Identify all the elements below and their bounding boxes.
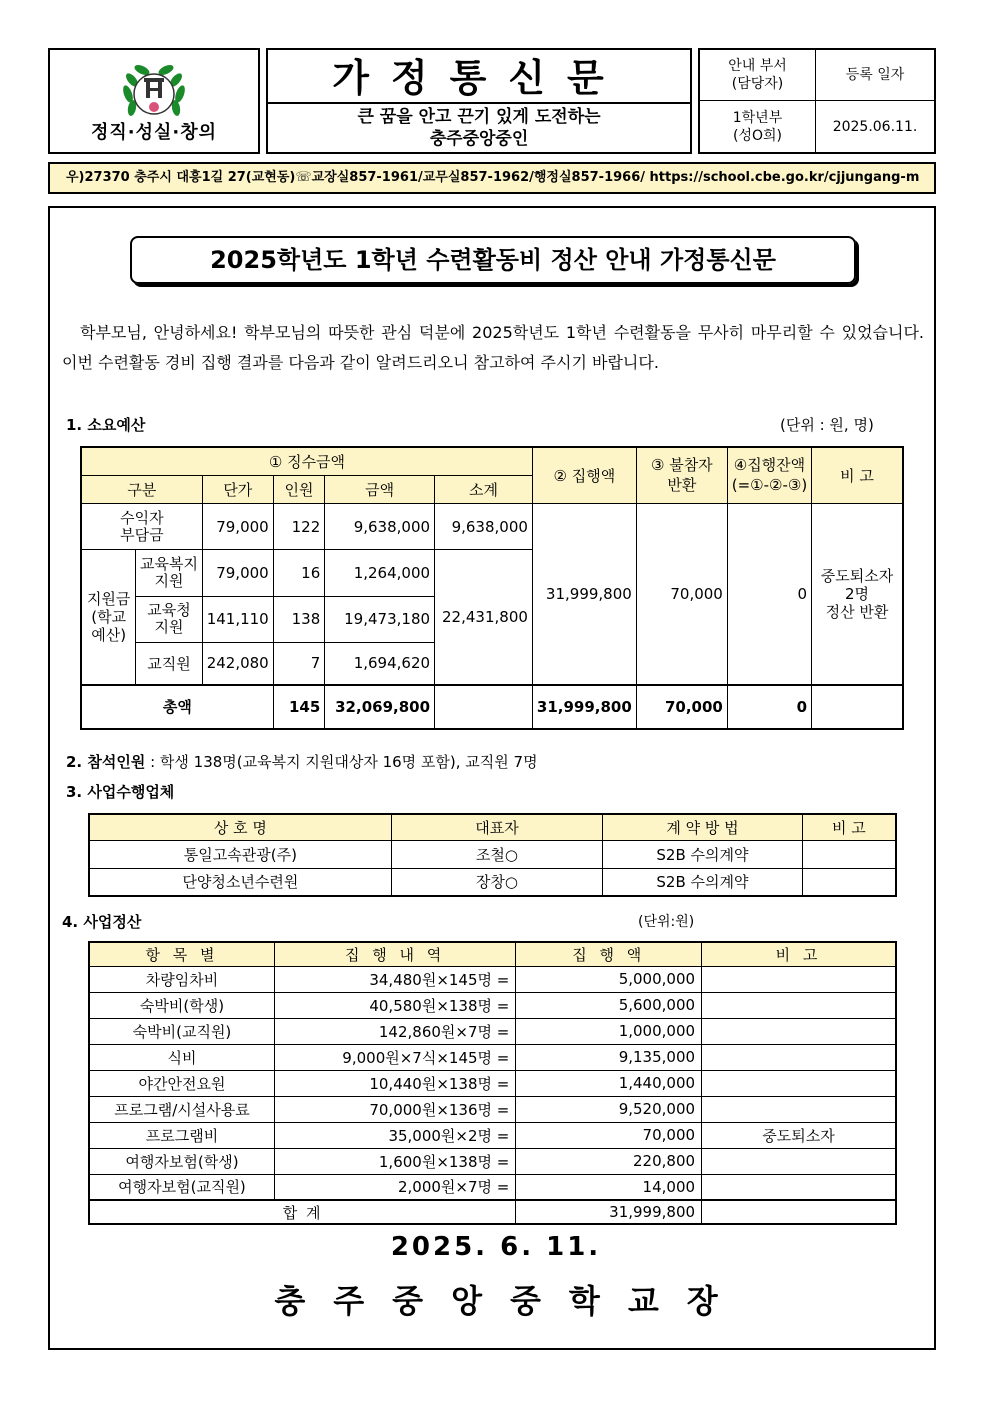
contractor-table <box>88 813 897 897</box>
settlement-note <box>702 1174 896 1200</box>
contractor-method: S2B 수의계약 <box>603 840 803 868</box>
office-amount: 19,473,180 <box>325 596 435 642</box>
settlement-note <box>702 1044 896 1070</box>
staff-people: 7 <box>273 642 325 684</box>
table-row <box>89 1122 896 1148</box>
section-2-text: : 학생 138명(교육복지 지원대상자 16명 포함), 교직원 7명 <box>145 753 538 771</box>
settlement-item: 식비 <box>89 1044 274 1070</box>
beneficiary-people: 122 <box>273 503 325 549</box>
settlement-header-amount: 집 행 액 <box>516 942 702 966</box>
school-address: 우)27370 충주시 대흥1길 27(교현동)☏교장실857-1961/교무실857-1962/행정실857-1966/ https://school.cbe.go.kr/cjjungang-m <box>48 162 936 194</box>
table-row <box>89 868 896 896</box>
section-1-title: 1. 소요예산 <box>66 416 146 434</box>
settlement-amount: 1,440,000 <box>516 1070 702 1096</box>
welfare-label: 교육복지 지원 <box>136 550 202 596</box>
contractor-header-method: 계 약 방 법 <box>603 814 803 840</box>
header <box>48 48 936 154</box>
refund-header: ③ 불참자 반환 <box>636 447 727 503</box>
contractor-header-note: 비 고 <box>802 814 896 840</box>
settlement-item: 숙박비(교직원) <box>89 1018 274 1044</box>
staff-label: 교직원 <box>136 642 202 684</box>
settlement-amount: 1,000,000 <box>516 1018 702 1044</box>
settlement-note <box>702 1148 896 1174</box>
settlement-item: 프로그램비 <box>89 1122 274 1148</box>
issue-date: 2025. 6. 11. <box>390 1232 602 1262</box>
executed-value: 31,999,800 <box>532 503 636 684</box>
contractor-rep: 조철○ <box>391 840 602 868</box>
school-motto: 정직·성실·창의 <box>90 122 217 143</box>
table-row <box>89 840 896 868</box>
total-people: 145 <box>273 685 325 729</box>
section-4-title: 4. 사업정산 <box>62 913 142 931</box>
settlement-total-value: 31,999,800 <box>516 1200 702 1224</box>
settlement-detail: 2,000원×7명 = <box>274 1174 515 1200</box>
beneficiary-amount: 9,638,000 <box>325 503 435 549</box>
settlement-amount: 14,000 <box>516 1174 702 1200</box>
beneficiary-subtotal: 9,638,000 <box>435 503 533 549</box>
table-row <box>89 966 896 992</box>
settlement-amount: 5,000,000 <box>516 966 702 992</box>
settlement-total-note <box>702 1200 896 1224</box>
executed-header: ② 집행액 <box>532 447 636 503</box>
contractor-rep: 장창○ <box>391 868 602 896</box>
settlement-amount: 220,800 <box>516 1148 702 1174</box>
settlement-item: 여행자보험(교직원) <box>89 1174 274 1200</box>
settlement-note <box>702 966 896 992</box>
settlement-note <box>702 992 896 1018</box>
table-row <box>89 1174 896 1200</box>
contractor-note <box>802 868 896 896</box>
settlement-header-detail: 집 행 내 역 <box>274 942 515 966</box>
settlement-table <box>88 941 897 1225</box>
contractor-method: S2B 수의계약 <box>603 868 803 896</box>
office-people: 138 <box>273 596 325 642</box>
table-row <box>89 1070 896 1096</box>
settlement-total-label: 합 계 <box>89 1200 516 1224</box>
collected-header: ① 징수금액 <box>81 447 532 475</box>
staff-amount: 1,694,620 <box>325 642 435 684</box>
settlement-amount: 9,135,000 <box>516 1044 702 1070</box>
table-row <box>89 1148 896 1174</box>
dept-value: 1학년부 (성O희) <box>700 101 816 152</box>
settlement-detail: 9,000원×7식×145명 = <box>274 1044 515 1070</box>
amount-header: 금액 <box>325 475 435 503</box>
newsletter-subtitle <box>268 106 690 150</box>
document-title: 2025학년도 1학년 수련활동비 정산 안내 가정통신문 <box>130 236 856 284</box>
school-logo-box <box>48 48 260 154</box>
settlement-header-note: 비 고 <box>702 942 896 966</box>
newsletter-title: 가정통신문 <box>268 54 690 104</box>
welfare-price: 79,000 <box>202 550 273 596</box>
settlement-note: 중도퇴소자 <box>702 1122 896 1148</box>
section-4-unit: (단위:원) <box>638 914 695 930</box>
settlement-note <box>702 1096 896 1122</box>
settlement-item: 차량임차비 <box>89 966 274 992</box>
contractor-header-name: 상 호 명 <box>89 814 391 840</box>
section-3-title: 3. 사업수행업체 <box>66 783 175 801</box>
total-amount: 32,069,800 <box>325 685 435 729</box>
settlement-detail: 34,480원×145명 = <box>274 966 515 992</box>
settlement-item: 프로그램/시설사용료 <box>89 1096 274 1122</box>
intro-paragraph: 학부모님, 안녕하세요! 학부모님의 따뜻한 관심 덕분에 2025학년도 1학년 수련활동을 무사히 마무리할 수 있었습니다. 이번 수련활동 경비 집행 결과를 다음과 같이 알려드리오니 참고하여 주시기 바랍니다. <box>62 323 924 372</box>
settlement-detail: 70,000원×136명 = <box>274 1096 515 1122</box>
subtitle-line-1: 큰 꿈을 안고 끈기 있게 도전하는 <box>357 107 601 127</box>
table-row <box>89 1096 896 1122</box>
contractor-header-rep: 대표자 <box>391 814 602 840</box>
office-label: 교육청 지원 <box>136 596 202 642</box>
balance-header: ④집행잔액 (=①-②-③) <box>727 447 811 503</box>
balance-value: 0 <box>727 503 811 684</box>
section-1-unit: (단위 : 원, 명) <box>780 416 874 434</box>
total-subtotal-empty <box>435 685 533 729</box>
reg-date-value: 2025.06.11. <box>832 118 918 135</box>
note-value: 중도퇴소자 2명 정산 반환 <box>812 503 903 684</box>
subtotal-header: 소계 <box>435 475 533 503</box>
settlement-detail: 35,000원×2명 = <box>274 1122 515 1148</box>
category-header: 구분 <box>81 475 202 503</box>
beneficiary-price: 79,000 <box>202 503 273 549</box>
settlement-detail: 10,440원×138명 = <box>274 1070 515 1096</box>
total-label: 총액 <box>81 685 273 729</box>
contractor-name: 단양청소년수련원 <box>89 868 391 896</box>
settlement-item: 여행자보험(학생) <box>89 1148 274 1174</box>
table-row <box>89 1044 896 1070</box>
welfare-people: 16 <box>273 550 325 596</box>
note-header: 비 고 <box>812 447 903 503</box>
settlement-note <box>702 1018 896 1044</box>
support-label: 지원금 (학교 예산) <box>81 550 136 685</box>
table-row <box>89 1018 896 1044</box>
unit-price-header: 단가 <box>202 475 273 503</box>
table-row <box>89 992 896 1018</box>
budget-table <box>80 446 904 730</box>
beneficiary-label: 수익자 부담금 <box>81 503 202 549</box>
office-price: 141,110 <box>202 596 273 642</box>
total-executed: 31,999,800 <box>532 685 636 729</box>
staff-price: 242,080 <box>202 642 273 684</box>
total-note-empty <box>812 685 903 729</box>
total-balance: 0 <box>727 685 811 729</box>
settlement-item: 야간안전요원 <box>89 1070 274 1096</box>
subtitle-line-2: 충주중앙중인 <box>429 129 529 149</box>
settlement-detail: 1,600원×138명 = <box>274 1148 515 1174</box>
settlement-amount: 9,520,000 <box>516 1096 702 1122</box>
title-box <box>266 48 692 154</box>
settlement-detail: 40,580원×138명 = <box>274 992 515 1018</box>
settlement-header-item: 항 목 별 <box>89 942 274 966</box>
welfare-amount: 1,264,000 <box>325 550 435 596</box>
section-2-title: 2. 참석인원 <box>66 753 146 771</box>
school-emblem-icon <box>118 58 190 124</box>
settlement-amount: 5,600,000 <box>516 992 702 1018</box>
settlement-detail: 142,860원×7명 = <box>274 1018 515 1044</box>
section-2 <box>66 751 538 772</box>
support-subtotal: 22,431,800 <box>435 550 533 685</box>
settlement-amount: 70,000 <box>516 1122 702 1148</box>
info-box <box>698 48 936 154</box>
settlement-note <box>702 1070 896 1096</box>
dept-label: 안내 부서 (담당자) <box>700 50 816 101</box>
people-header: 인원 <box>273 475 325 503</box>
refund-value: 70,000 <box>636 503 727 684</box>
reg-date-label: 등록 일자 <box>816 50 934 101</box>
principal-signature: 충주중앙중학교장 <box>274 1282 746 1320</box>
total-refund: 70,000 <box>636 685 727 729</box>
contractor-note <box>802 840 896 868</box>
settlement-item: 숙박비(학생) <box>89 992 274 1018</box>
contractor-name: 통일고속관광(주) <box>89 840 391 868</box>
